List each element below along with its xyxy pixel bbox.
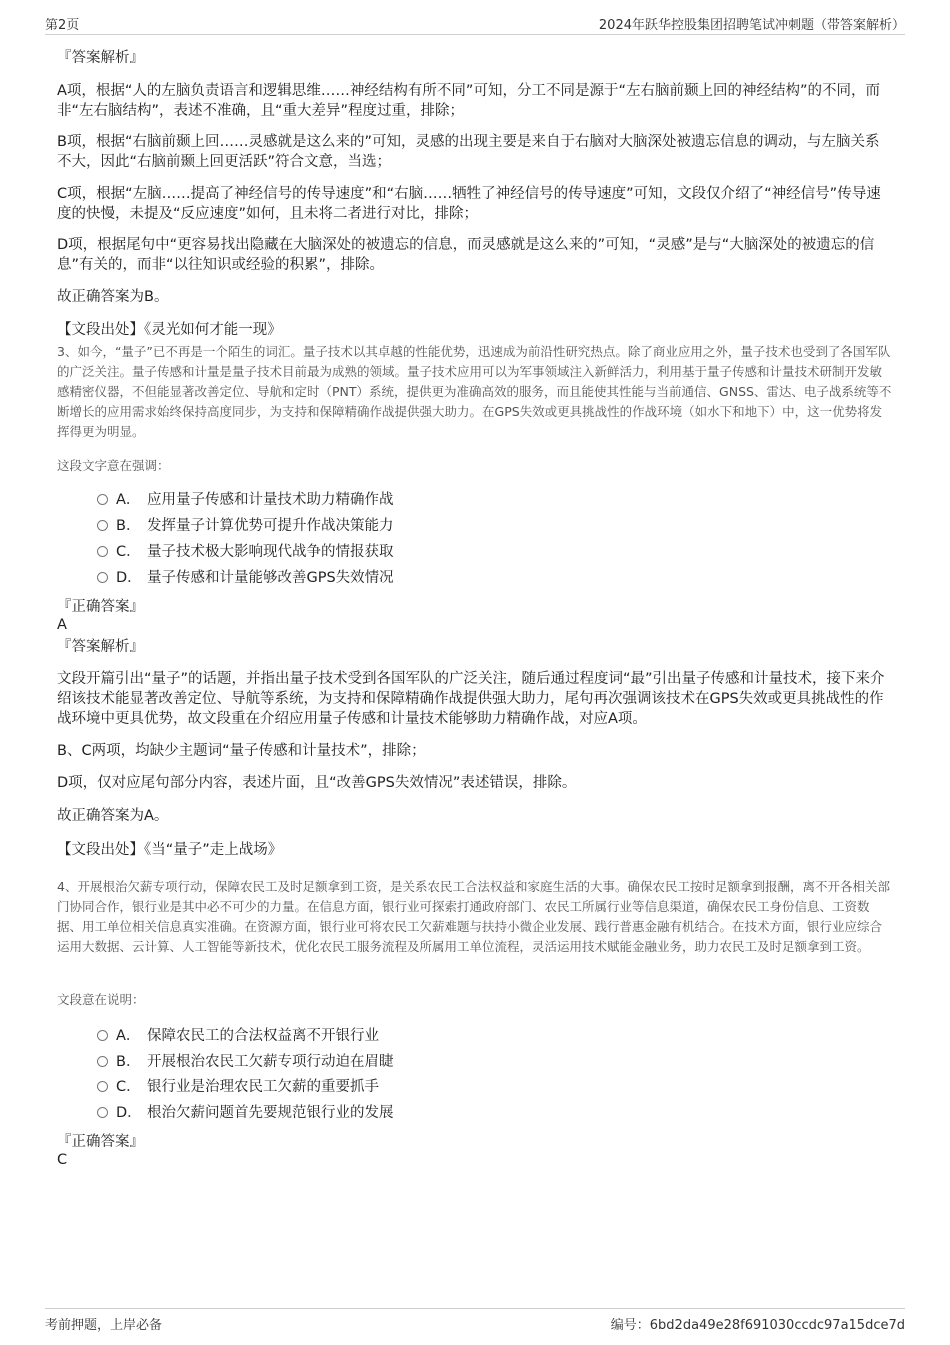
page-footer — [45, 1308, 905, 1333]
correct-answer-label: 『正确答案』 — [57, 1134, 144, 1150]
analysis-paragraph: A项，根据“人的左脑负责语言和逻辑思维……神经结构有所不同”可知，分工不同是源于“左右脑前颞上回的神经结构”的不同，而非“左右脑结构”，表述不准确，且“重大差异”程度过重，排除； — [57, 83, 880, 119]
question-prompt: 文段意在说明： — [57, 992, 145, 1007]
document-title: 2024年跃华控股集团招聘笔试冲刺题（带答案解析） — [598, 18, 905, 33]
analysis-paragraph: B、C两项，均缺少主题词“量子传感和计量技术”，排除； — [57, 743, 426, 759]
radio-icon[interactable] — [97, 1081, 108, 1092]
analysis-paragraph: C项，根据“左脑……提高了神经信号的传导速度”和“右脑……牺牲了神经信号的传导速度”可知，文段仅介绍了“神经信号”传导速度的快慢，未提及“反应速度”如何，且未将二者进行对比，排除； — [57, 186, 881, 222]
correct-answer-label: 『正确答案』 — [57, 599, 144, 615]
analysis-label: 『答案解析』 — [57, 50, 144, 66]
option-a[interactable]: A． 应用量子传感和计量技术助力精确作战 — [97, 490, 394, 510]
radio-icon[interactable] — [97, 1056, 108, 1067]
correct-answer: C — [57, 1152, 68, 1168]
radio-icon[interactable] — [97, 572, 108, 583]
option-c[interactable]: C． 量子技术极大影响现代战争的情报获取 — [97, 542, 394, 562]
radio-icon[interactable] — [97, 546, 108, 557]
answer-conclusion: 故正确答案为B。 — [57, 289, 169, 305]
option-a[interactable]: A． 保障农民工的合法权益离不开银行业 — [97, 1026, 379, 1046]
question-passage: 3、如今，“量子”已不再是一个陌生的词汇。量子技术以其卓越的性能优势，迅速成为前沿性研究热点。除了商业应用之外，量子技术也受到了各国军队的广泛关注。量子传感和计量是量子技术目前最为成熟的领域。量子技术应用可以为军事领域注入新鲜活力，利用基于量子传感和计量技术研制开发敏感精密仪器，不但能显著改善定位、导航和定时（PNT）系统，提供更为准确高效的服务，而且能使其性能与当前通信、GNSS、雷达、电子战系统等不断增长的应用需求始终保持高度同步，为支持和保障精确作战提供强大助力。在GPS失效或更具挑战性的作战环境（如水下和地下）中，这一优势将发挥得更为明显。 — [57, 344, 892, 439]
option-c[interactable]: C． 银行业是治理农民工欠薪的重要抓手 — [97, 1077, 379, 1097]
correct-answer: A — [57, 617, 67, 633]
question-passage: 4、开展根治欠薪专项行动，保障农民工及时足额拿到工资，是关系农民工合法权益和家庭生活的大事。确保农民工按时足额拿到报酬，离不开各相关部门协同合作，银行业是其中必不可少的力量。在信息方面，银行业可探索打通政府部门、农民工所属行业等信息渠道，确保农民工身份信息、工资数据、用工单位相关信息真实准确。在资源方面，银行业可将农民工欠薪难题与扶持小微企业发展、践行普惠金融有机结合。在技术方面，银行业应综合运用大数据、云计算、人工智能等新技术，优化农民工服务流程及所属用工单位流程，灵活运用技术赋能金融业务，助力农民工及时足额拿到工资。 — [57, 879, 890, 954]
analysis-paragraph: D项，仅对应尾句部分内容，表述片面，且“改善GPS失效情况”表述错误，排除。 — [57, 775, 577, 791]
analysis-paragraph: B项，根据“右脑前颞上回……灵感就是这么来的”可知，灵感的出现主要是来自于右脑对大脑深处被遗忘信息的调动，与左脑关系不大，因此“右脑前颞上回更活跃”符合文意，当选； — [57, 134, 880, 170]
analysis-paragraph: 文段开篇引出“量子”的话题，并指出量子技术受到各国军队的广泛关注，随后通过程度词“最”引出量子传感和计量技术，接下来介绍该技术能显著改善定位、导航等系统，为支持和保障精确作战提供强大助力，尾句再次强调该技术在GPS失效或更具挑战性的作战环境中更具优势，故文段重在介绍应用量子传感和计量技术能够助力精确作战，对应A项。 — [57, 671, 885, 727]
answer-conclusion: 故正确答案为A。 — [57, 808, 169, 824]
question-prompt: 这段文字意在强调： — [57, 458, 170, 473]
option-d[interactable]: D． 根治欠薪问题首先要规范银行业的发展 — [97, 1103, 394, 1123]
footer-note: 考前押题，上岸必备 — [45, 1318, 163, 1333]
document-code: 编号：6bd2da49e28f691030ccdc97a15dce7d — [610, 1318, 905, 1333]
page-number: 第2页 — [45, 18, 80, 33]
radio-icon[interactable] — [97, 1107, 108, 1118]
radio-icon[interactable] — [97, 520, 108, 531]
page-header — [45, 12, 905, 35]
radio-icon[interactable] — [97, 494, 108, 505]
option-b[interactable]: B． 发挥量子计算优势可提升作战决策能力 — [97, 516, 394, 536]
option-d[interactable]: D． 量子传感和计量能够改善GPS失效情况 — [97, 568, 394, 588]
source-citation: 【文段出处】《当“量子”走上战场》 — [57, 842, 283, 858]
option-b[interactable]: B． 开展根治农民工欠薪专项行动迫在眉睫 — [97, 1052, 394, 1072]
radio-icon[interactable] — [97, 1030, 108, 1041]
analysis-label: 『答案解析』 — [57, 639, 144, 655]
source-citation: 【文段出处】《灵光如何才能一现》 — [57, 322, 282, 338]
analysis-paragraph: D项，根据尾句中“更容易找出隐藏在大脑深处的被遗忘的信息，而灵感就是这么来的”可知，“灵感”是与“大脑深处的被遗忘的信息”有关的，而非“以往知识或经验的积累”，排除。 — [57, 237, 875, 273]
